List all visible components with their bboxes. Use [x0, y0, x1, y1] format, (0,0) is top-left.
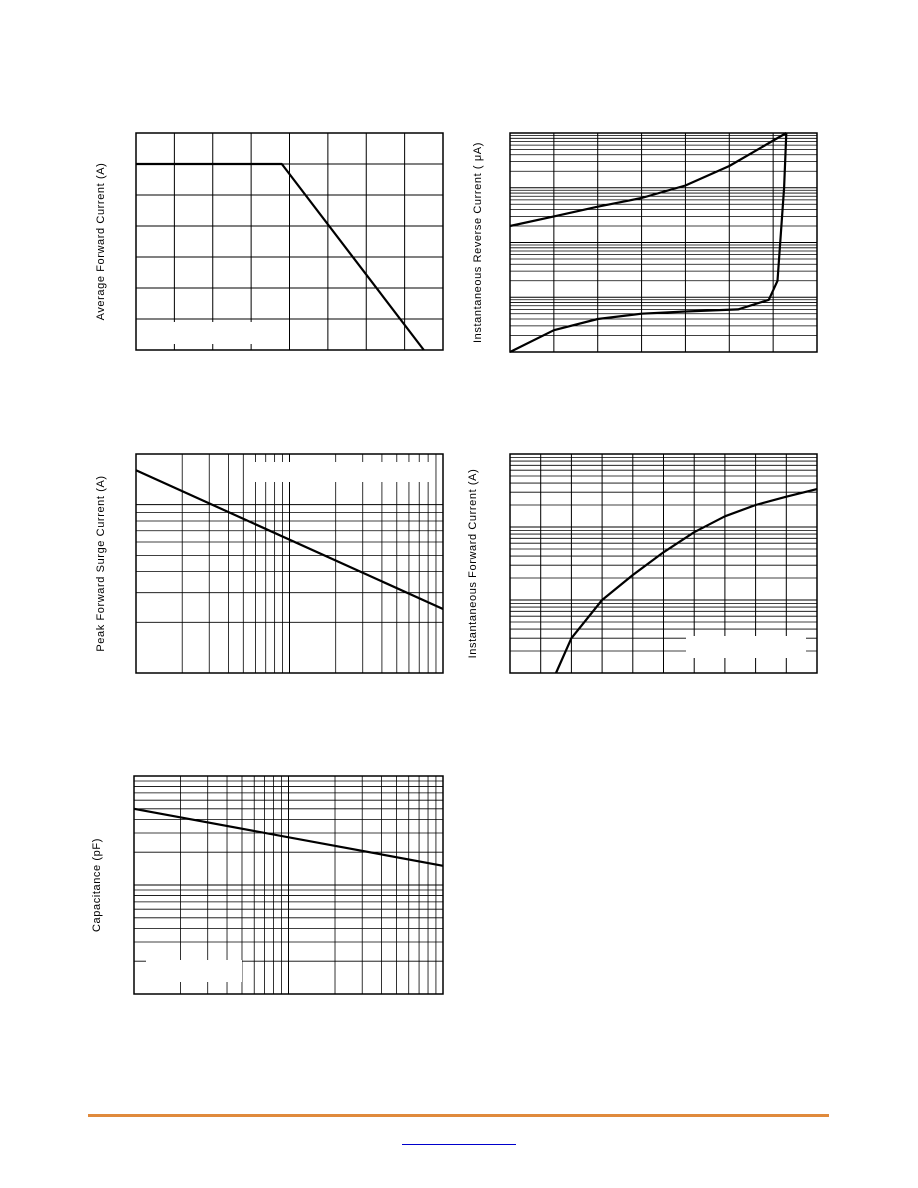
chart-3: [95, 454, 443, 673]
y-axis-label: Average Forward Current (A): [95, 162, 107, 321]
y-axis-label: Peak Forward Surge Current (A): [95, 475, 107, 652]
footer-link[interactable]: [402, 1130, 516, 1145]
legend-area: [172, 322, 288, 344]
chart-2: [472, 133, 817, 352]
series-line-1: [510, 133, 786, 226]
chart-4: [467, 454, 817, 673]
y-axis-label: Instantaneous Reverse Current ( μA): [472, 142, 484, 343]
legend-area: [252, 462, 430, 482]
y-axis-label: Capacitance (pF): [91, 838, 103, 932]
chart-5: [91, 776, 443, 994]
legend-area: [686, 636, 806, 658]
chart-1: [95, 133, 443, 350]
footer-rule: [88, 1114, 829, 1117]
y-axis-label: Instantaneous Forward Current (A): [467, 468, 479, 659]
legend-area: [146, 960, 242, 982]
